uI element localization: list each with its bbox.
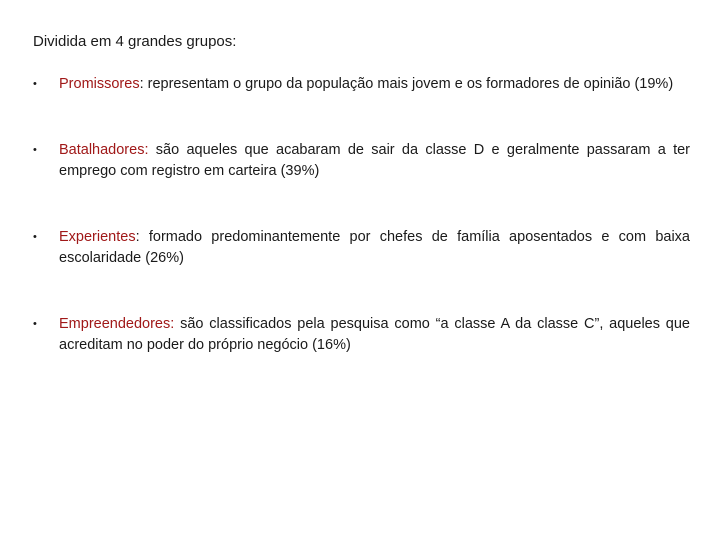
bullet-icon: •: [33, 78, 37, 90]
bullet-icon: •: [33, 144, 37, 156]
term-empreendedores: Empreendedores:: [59, 316, 175, 332]
item-description: são classificados pela pesquisa como “a classe A da classe C”, aqueles que acreditam no poder do próprio negócio (16%): [59, 316, 690, 353]
group-list: [33, 74, 690, 401]
list-item-empreendedores: [33, 314, 690, 356]
slide-heading: Dividida em 4 grandes grupos:: [33, 33, 237, 50]
item-description: representam o grupo da população mais jovem e os formadores de opinião (19%): [143, 76, 674, 92]
item-description: são aqueles que acabaram de sair da classe D e geralmente passaram a ter emprego com registro em carteira (39%): [59, 142, 690, 179]
term-separator: :: [135, 229, 140, 245]
term-batalhadores: Batalhadores:: [59, 142, 149, 158]
list-item-experientes: [33, 227, 690, 269]
term-promissores: Promissores: [59, 76, 140, 92]
item-description: formado predominantemente por chefes de família aposentados e com baixa escolaridade (26%): [59, 229, 690, 266]
list-item-batalhadores: [33, 140, 690, 182]
term-separator: :: [139, 76, 144, 92]
bullet-icon: •: [33, 231, 37, 243]
list-item-promissores: [33, 74, 690, 95]
term-experientes: Experientes: [59, 229, 136, 245]
bullet-icon: •: [33, 318, 37, 330]
